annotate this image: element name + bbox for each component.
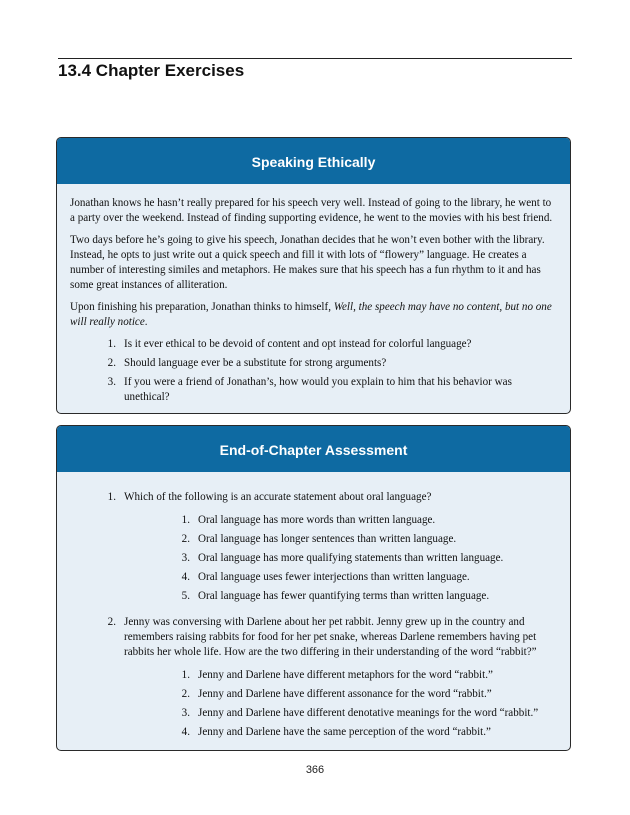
option-number: 1. [181, 669, 190, 681]
ethics-paragraph-1: Jonathan knows he hasn’t really prepared for his speech very well. Instead of going to the library, he went to a party over the weekend. Instead of finding supporting evidence, he went to the movies with his best friend. [70, 197, 553, 224]
ethics-paragraph-3-italic: Well, the speech may have no content, but no one will really notice [70, 301, 552, 328]
option-number: 3. [181, 552, 190, 564]
answer-option [176, 551, 556, 566]
list-item-number: 3. [107, 376, 116, 388]
answer-option [176, 513, 556, 528]
option-number: 5. [181, 590, 190, 602]
option-number: 2. [181, 688, 190, 700]
question-text: Jenny was conversing with Darlene about her pet rabbit. Jenny grew up in the country and remembers raising rabbits for food for her pet snake, whereas Darlene remembers having pet rabbits her whole life. How are the two differing in their understanding of the word “rabbit?” [124, 616, 537, 658]
ethics-paragraph-3-end: . [144, 316, 148, 328]
answer-options-list [124, 513, 556, 604]
option-text: Jenny and Darlene have the same perception of the word “rabbit.” [198, 726, 491, 738]
list-item [102, 356, 556, 371]
option-number: 4. [181, 726, 190, 738]
answer-option [176, 589, 556, 604]
option-text: Oral language has longer sentences than written language. [198, 533, 457, 545]
answer-option [176, 532, 556, 547]
assessment-question [102, 615, 556, 744]
option-text: Oral language has fewer quantifying terms than written language. [198, 590, 490, 602]
option-text: Jenny and Darlene have different denotative meanings for the word “rabbit.” [198, 707, 539, 719]
answer-option [176, 687, 556, 702]
header-rule [58, 58, 572, 59]
list-item [102, 337, 556, 352]
option-text: Oral language uses fewer interjections than written language. [198, 571, 470, 583]
answer-options-list [124, 668, 556, 740]
speaking-ethically-box [56, 137, 571, 414]
section-title: 13.4 Chapter Exercises [58, 61, 245, 80]
option-number: 3. [181, 707, 190, 719]
ethics-paragraph-3 [70, 300, 556, 330]
answer-option [176, 570, 556, 585]
answer-option [176, 668, 556, 683]
ethics-paragraph-2: Two days before he’s going to give his speech, Jonathan decides that he won’t even bother with the library. Instead, he opts to just write out a quick speech and fill it with lots of “flowery” language. He creates a number of interesting similes and metaphors. He makes sure that his speech has a fun rhythm to it and has some great instances of alliteration. [70, 234, 545, 291]
list-item-text: Should language ever be a substitute for strong arguments? [124, 357, 387, 369]
list-item-number: 1. [107, 338, 116, 350]
assessment-question [102, 490, 556, 608]
assessment-box [56, 425, 571, 751]
option-text: Oral language has more words than written language. [198, 514, 436, 526]
list-item-text: If you were a friend of Jonathan’s, how would you explain to him that his behavior was unethical? [124, 376, 512, 403]
ethics-paragraph-3-text: Upon finishing his preparation, Jonathan thinks to himself, [70, 301, 334, 313]
question-text: Which of the following is an accurate statement about oral language? [124, 491, 432, 503]
option-number: 1. [181, 514, 190, 526]
answer-option [176, 706, 556, 721]
assessment-questions-list [70, 490, 556, 744]
option-text: Jenny and Darlene have different assonance for the word “rabbit.” [198, 688, 492, 700]
question-number: 1. [107, 491, 116, 503]
speaking-ethically-header: Speaking Ethically [57, 138, 570, 184]
page-number: 366 [305, 764, 325, 776]
ethics-questions-list [70, 337, 556, 405]
assessment-body [57, 472, 570, 744]
list-item-number: 2. [107, 357, 116, 369]
assessment-header: End-of-Chapter Assessment [57, 426, 570, 472]
question-number: 2. [107, 616, 116, 628]
answer-option [176, 725, 556, 740]
option-text: Jenny and Darlene have different metaphors for the word “rabbit.” [198, 669, 493, 681]
list-item [102, 375, 556, 405]
list-item-text: Is it ever ethical to be devoid of content and opt instead for colorful language? [124, 338, 472, 350]
option-number: 4. [181, 571, 190, 583]
option-number: 2. [181, 533, 190, 545]
option-text: Oral language has more qualifying statements than written language. [198, 552, 504, 564]
speaking-ethically-body [57, 184, 570, 405]
